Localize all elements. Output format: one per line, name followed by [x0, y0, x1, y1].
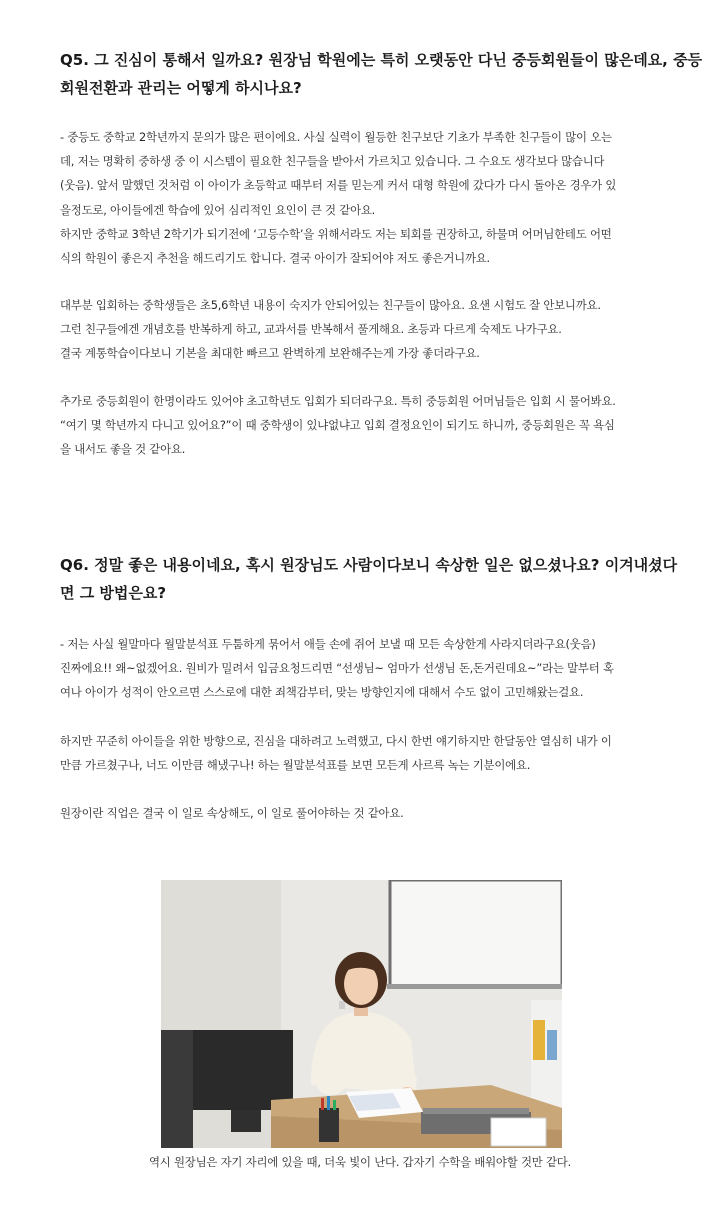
q5-title-line: Q5. 그 진심이 통해서 일까요? 원장님 학원에는 특히 오랫동안 다닌 중등회원들이 많은데요, 중등: [60, 51, 703, 69]
text-line: 대부분 입회하는 중학생들은 초5,6학년 내용이 숙지가 안되어있는 친구들이 많아요. 요샌 시험도 잘 안보니까요.: [60, 298, 601, 312]
text-line: 을정도로, 아이들에겐 학습에 있어 심리적인 요인이 큰 것 같아요.: [60, 202, 376, 217]
text-line: 원장이란 직업은 결국 이 일로 속상해도, 이 일로 풀어야하는 것 같아요.: [60, 806, 404, 820]
q6-answer-paragraph-3: [60, 801, 665, 825]
text-line: 을 내서도 좋을 것 같아요.: [60, 442, 186, 457]
q5-title: [60, 46, 703, 102]
text-line: (웃음). 앞서 말했던 것처럼 이 아이가 초등학교 때부터 저를 믿는게 커서 대형 학원에 갔다가 다시 돌아온 경우가 있: [60, 178, 617, 193]
q5-title-line: 회원전환과 관리는 어떻게 하시나요?: [60, 79, 302, 97]
q5-answer-paragraph-1: [60, 125, 665, 270]
q5-answer-paragraph-3: [60, 389, 665, 462]
text-line: 그런 친구들에겐 개념호를 반복하게 하고, 교과서를 반복해서 풀게해요. 초등과 다르게 숙제도 나가구요.: [60, 322, 562, 337]
text-line: - 중등도 중학교 2학년까지 문의가 많은 편이에요. 사실 실력이 월등한 친구보단 기초가 부족한 친구들이 많이 오는: [60, 130, 612, 144]
director-photo-illustration: [161, 880, 562, 1148]
q6-title-line: Q6. 정말 좋은 내용이네요, 혹시 원장님도 사람이다보니 속상한 일은 없으셨나요? 이겨내셨다: [60, 556, 678, 574]
q6-title: [60, 551, 680, 607]
text-line: 여나 아이가 성적이 안오르면 스스로에 대한 죄책감부터, 맞는 방향인지에 대해서 수도 없이 고민해왔는걸요.: [60, 685, 584, 700]
photo-caption: 역시 원장님은 자기 자리에 있을 때, 더욱 빛이 난다. 갑자기 수학을 배워야할 것만 같다.: [148, 1155, 572, 1169]
text-line: - 저는 사실 월말마다 월말분석표 두툼하게 묶어서 애들 손에 쥐어 보낼 때 모든 속상한게 사라지더라구요(웃음): [60, 637, 596, 651]
q5-answer-paragraph-2: [60, 293, 665, 366]
q6-answer-paragraph-1: [60, 632, 665, 705]
director-photo: [161, 880, 562, 1148]
text-line: “여기 몇 학년까지 다니고 있어요?”이 때 중학생이 있냐없냐고 입회 결정요인이 되기도 하니까, 중등회원은 꼭 욕심: [60, 418, 615, 433]
text-line: 하지만 꾸준히 아이들을 위한 방향으로, 진심을 대하려고 노력했고, 다시 한번 얘기하지만 한달동안 열심히 내가 이: [60, 734, 612, 748]
text-line: 식의 학원이 좋은지 추천을 해드리기도 합니다. 결국 아이가 잘되어야 저도 좋은거니까요.: [60, 251, 490, 266]
text-line: 데, 저는 명확히 중하생 중 이 시스템이 필요한 친구들을 받아서 가르치고 있습니다. 그 수요도 생각보다 많습니다: [60, 154, 605, 169]
q6-title-line: 면 그 방법은요?: [60, 584, 167, 602]
text-line: 결국 계통학습이다보니 기본을 최대한 빠르고 완벽하게 보완해주는게 가장 좋더라구요.: [60, 346, 480, 361]
text-line: 하지만 중학교 3학년 2학기가 되기전에 ‘고등수학’을 위해서라도 저는 퇴회를 권장하고, 하물며 어머님한테도 어떤: [60, 226, 612, 241]
text-line: 만큼 가르쳤구나, 너도 이만큼 해냈구나! 하는 월말분석표를 보면 모든게 사르륵 녹는 기분이에요.: [60, 758, 531, 773]
text-line: 추가로 중등회원이 한명이라도 있어야 초고학년도 입회가 되더라구요. 특히 중등회원 어머님들은 입회 시 물어봐요.: [60, 394, 616, 408]
q6-answer-paragraph-2: [60, 729, 665, 777]
text-line: 진짜에요!! 왜~없겠어요. 원비가 밀려서 입금요청드리면 “선생님~ 엄마가 선생님 돈,돈거린데요~”라는 말부터 혹: [60, 661, 614, 676]
